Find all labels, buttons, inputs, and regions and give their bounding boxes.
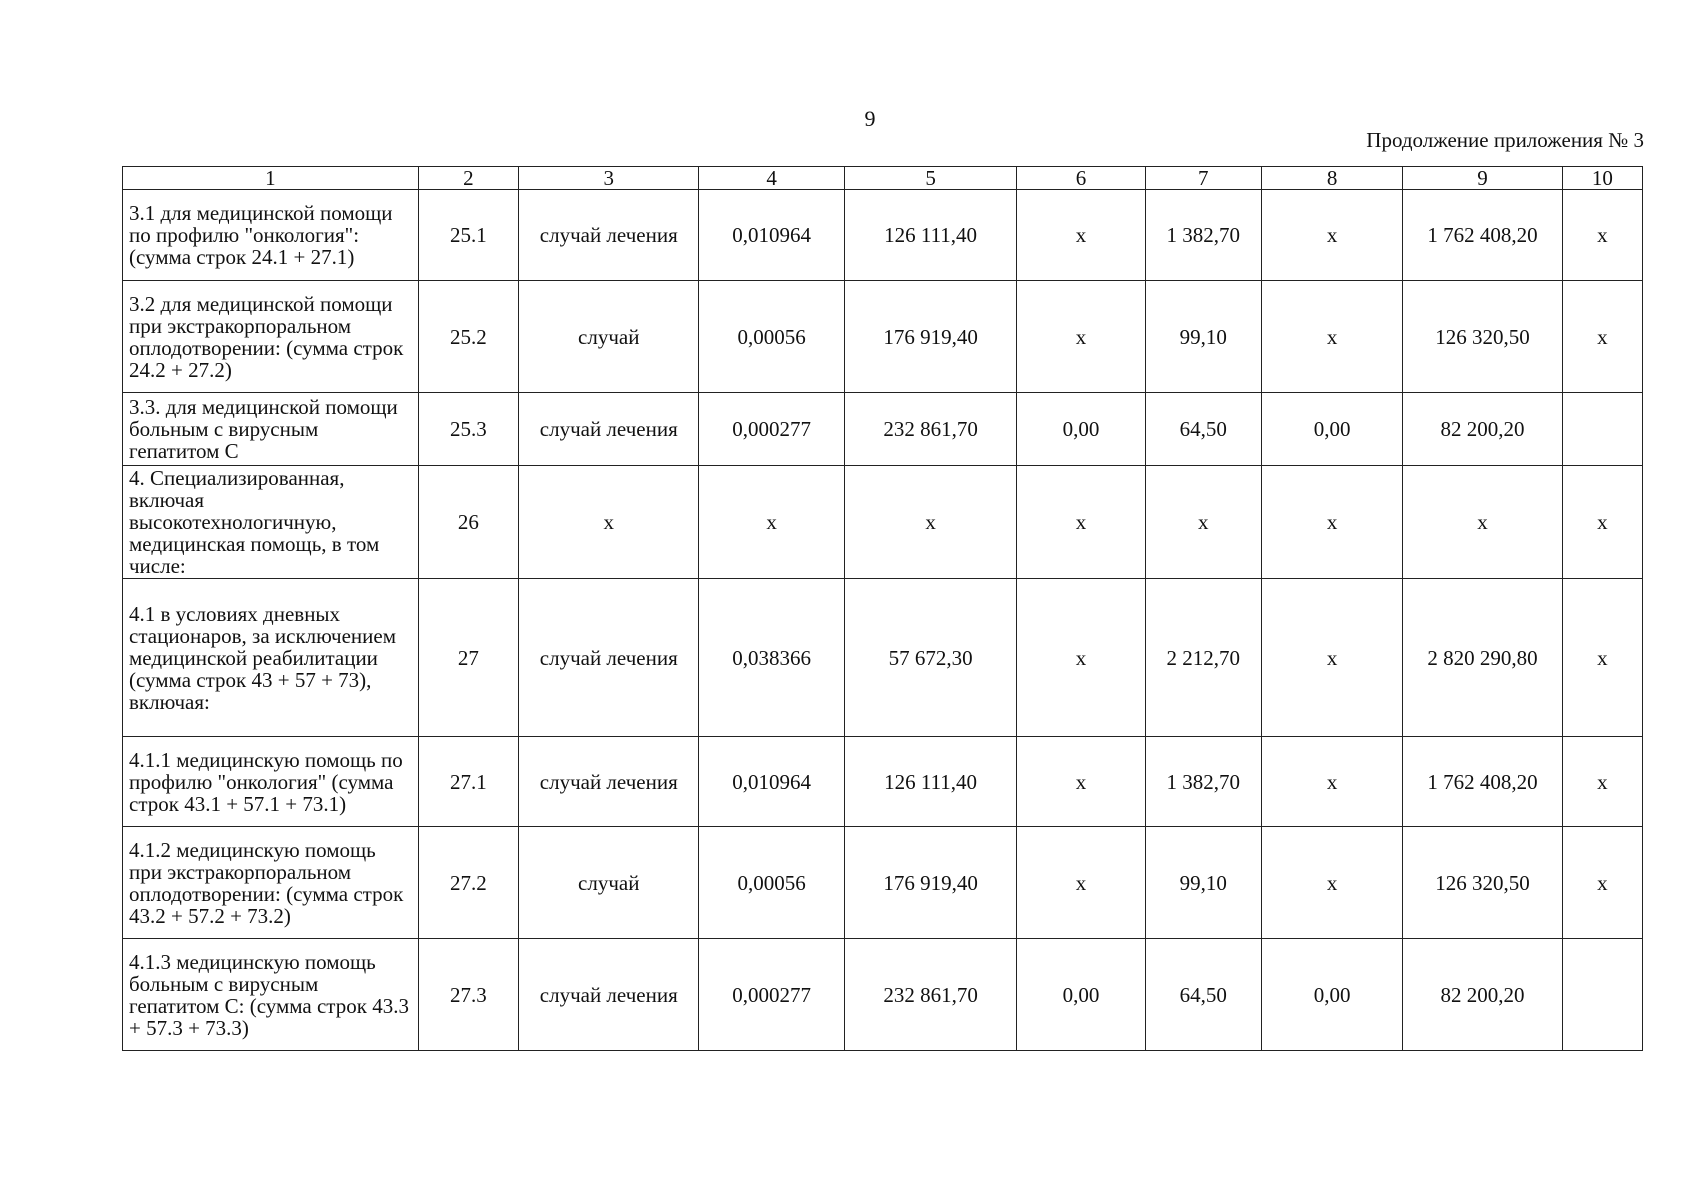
- unit-cell: случай: [519, 827, 699, 939]
- table-cell: 0,038366: [699, 579, 844, 737]
- unit-cell: случай лечения: [519, 737, 699, 827]
- row-number: 27.2: [418, 827, 518, 939]
- column-header: 10: [1562, 167, 1642, 190]
- table-cell: х: [1403, 466, 1562, 579]
- column-header: 6: [1017, 167, 1145, 190]
- column-header: 3: [519, 167, 699, 190]
- table-cell: 0,000277: [699, 939, 844, 1051]
- table-row: [123, 737, 1643, 827]
- table-cell: 64,50: [1145, 939, 1261, 1051]
- row-description: 4.1.2 медицинскую помощь при экстракорпоральном оплодотворении: (сумма строк 43.2 + 57.2 + 73.2): [123, 827, 419, 939]
- table-cell: х: [1562, 281, 1642, 393]
- unit-cell: случай лечения: [519, 393, 699, 466]
- table-cell: 232 861,70: [844, 939, 1016, 1051]
- column-header: 5: [844, 167, 1016, 190]
- continuation-caption: Продолжение приложения № 3: [1366, 128, 1644, 152]
- header-row: [123, 167, 1643, 190]
- row-description: 4.1 в условиях дневных стационаров, за исключением медицинской реабилитации (сумма строк 43 + 57 + 73), включая:: [123, 579, 419, 737]
- table-cell: 0,00: [1017, 393, 1145, 466]
- table-cell: 0,010964: [699, 190, 844, 281]
- page-number: 9: [864, 106, 876, 131]
- table-row: [123, 466, 1643, 579]
- table-cell: 0,00: [1261, 939, 1402, 1051]
- row-description: 4.1.3 медицинскую помощь больным с вирусным гепатитом С: (сумма строк 43.3 + 57.3 + 73.3): [123, 939, 419, 1051]
- table-cell: [1562, 393, 1642, 466]
- unit-cell: случай лечения: [519, 579, 699, 737]
- table-cell: 2 820 290,80: [1403, 579, 1562, 737]
- table-cell: 0,00: [1017, 939, 1145, 1051]
- row-number: 26: [418, 466, 518, 579]
- table-cell: 99,10: [1145, 281, 1261, 393]
- table-cell: 64,50: [1145, 393, 1261, 466]
- table-cell: х: [1562, 737, 1642, 827]
- row-description: 3.3. для медицинской помощи больным с вирусным гепатитом С: [123, 393, 419, 466]
- unit-cell: случай лечения: [519, 190, 699, 281]
- table-cell: 57 672,30: [844, 579, 1016, 737]
- table-cell: 0,00: [1261, 393, 1402, 466]
- table-cell: х: [1261, 190, 1402, 281]
- table-cell: 82 200,20: [1403, 939, 1562, 1051]
- row-description: 4.1.1 медицинскую помощь по профилю "онкология" (сумма строк 43.1 + 57.1 + 73.1): [123, 737, 419, 827]
- table-cell: х: [1261, 737, 1402, 827]
- table-cell: 176 919,40: [844, 827, 1016, 939]
- table-cell: 82 200,20: [1403, 393, 1562, 466]
- row-description: 4. Специализированная, включая высокотехнологичную, медицинская помощь, в том числе:: [123, 466, 419, 579]
- table-row: [123, 579, 1643, 737]
- table-cell: х: [1562, 190, 1642, 281]
- row-number: 25.3: [418, 393, 518, 466]
- row-number: 27.1: [418, 737, 518, 827]
- row-description: 3.1 для медицинской помощи по профилю "онкология": (сумма строк 24.1 + 27.1): [123, 190, 419, 281]
- unit-cell: случай лечения: [519, 939, 699, 1051]
- table-row: [123, 939, 1643, 1051]
- table-cell: х: [1017, 827, 1145, 939]
- table-row: [123, 281, 1643, 393]
- column-header: 4: [699, 167, 844, 190]
- column-header: 9: [1403, 167, 1562, 190]
- table-cell: х: [1562, 579, 1642, 737]
- table-cell: 232 861,70: [844, 393, 1016, 466]
- row-number: 27.3: [418, 939, 518, 1051]
- column-header: 2: [418, 167, 518, 190]
- table-cell: 126 320,50: [1403, 827, 1562, 939]
- table-row: [123, 190, 1643, 281]
- column-header: 7: [1145, 167, 1261, 190]
- table-row: [123, 827, 1643, 939]
- table-cell: х: [844, 466, 1016, 579]
- row-number: 25.2: [418, 281, 518, 393]
- column-header: 8: [1261, 167, 1402, 190]
- table-cell: х: [1261, 281, 1402, 393]
- table-cell: 126 111,40: [844, 190, 1016, 281]
- unit-cell: случай: [519, 281, 699, 393]
- table-cell: х: [1261, 579, 1402, 737]
- table-cell: 0,00056: [699, 827, 844, 939]
- table-cell: х: [1017, 579, 1145, 737]
- row-number: 25.1: [418, 190, 518, 281]
- table-cell: х: [1261, 827, 1402, 939]
- table-cell: 1 762 408,20: [1403, 190, 1562, 281]
- table-cell: 126 111,40: [844, 737, 1016, 827]
- data-table: [122, 166, 1643, 1051]
- table-cell: 126 320,50: [1403, 281, 1562, 393]
- table-cell: х: [1261, 466, 1402, 579]
- table-cell: 0,010964: [699, 737, 844, 827]
- table-cell: 1 382,70: [1145, 190, 1261, 281]
- unit-cell: х: [519, 466, 699, 579]
- table-cell: х: [1562, 466, 1642, 579]
- table-cell: х: [699, 466, 844, 579]
- table-cell: х: [1017, 466, 1145, 579]
- table-cell: 1 762 408,20: [1403, 737, 1562, 827]
- row-description: 3.2 для медицинской помощи при экстракорпоральном оплодотворении: (сумма строк 24.2 + 27.2): [123, 281, 419, 393]
- table-cell: 1 382,70: [1145, 737, 1261, 827]
- table-row: [123, 393, 1643, 466]
- table-cell: х: [1017, 281, 1145, 393]
- table-cell: х: [1562, 827, 1642, 939]
- column-header: 1: [123, 167, 419, 190]
- table-cell: х: [1017, 737, 1145, 827]
- table-cell: 99,10: [1145, 827, 1261, 939]
- table-cell: х: [1145, 466, 1261, 579]
- table-cell: 0,000277: [699, 393, 844, 466]
- table-cell: 2 212,70: [1145, 579, 1261, 737]
- table-cell: 176 919,40: [844, 281, 1016, 393]
- row-number: 27: [418, 579, 518, 737]
- table-cell: 0,00056: [699, 281, 844, 393]
- table-cell: [1562, 939, 1642, 1051]
- table-cell: х: [1017, 190, 1145, 281]
